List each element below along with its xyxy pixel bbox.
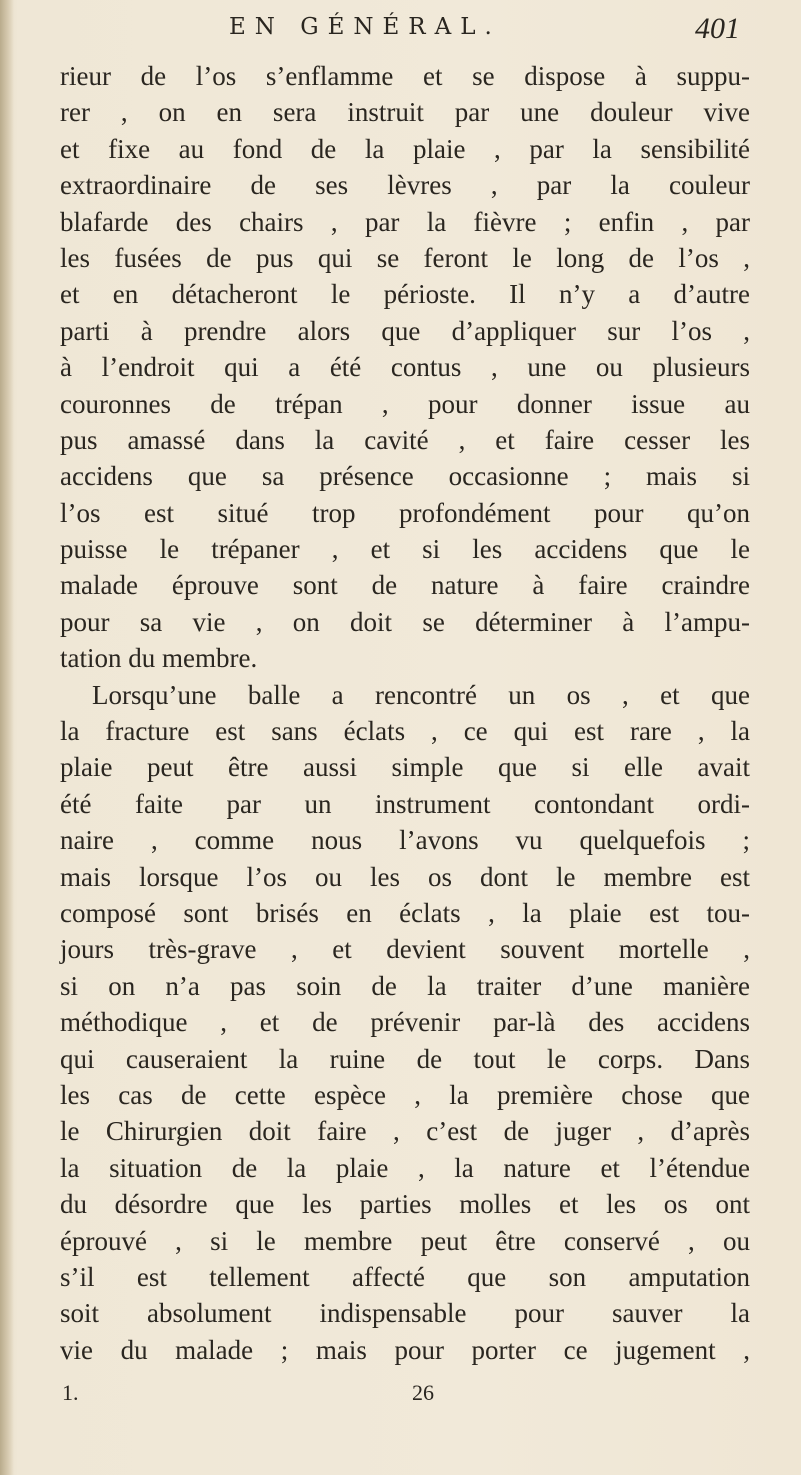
text-line: du désordre que les parties molles et les os ont xyxy=(60,1189,750,1220)
text-line: l’os est situé trop profondément pour qu’on xyxy=(60,497,750,528)
text-line: été faite par un instrument contondant ordi- xyxy=(60,788,750,819)
text-line: couronnes de trépan , pour donner issue au xyxy=(60,388,750,419)
text-line: plaie peut être aussi simple que si elle avait xyxy=(60,752,750,783)
running-head xyxy=(0,6,801,46)
text-line: blafarde des chairs , par la fièvre ; enfin , par xyxy=(60,206,750,237)
text-line: la fracture est sans éclats , ce qui est rare , la xyxy=(60,716,750,747)
text-line: jours très-grave , et devient souvent mortelle , xyxy=(60,934,750,965)
text-line: si on n’a pas soin de la traiter d’une manière xyxy=(60,970,750,1001)
text-line: et en détacheront le périoste. Il n’y a d’autre xyxy=(60,279,750,310)
text-line: extraordinaire de ses lèvres , par la couleur xyxy=(60,170,750,201)
text-line: puisse le trépaner , et si les accidens que le xyxy=(60,534,750,565)
text-line: tation du membre. xyxy=(60,643,258,674)
text-line: naire , comme nous l’avons vu quelquefois ; xyxy=(60,825,750,856)
text-line: et fixe au fond de la plaie , par la sensibilité xyxy=(60,133,750,164)
running-title: EN GÉNÉRAL. xyxy=(229,14,501,40)
text-line: qui causeraient la ruine de tout le corps. Dans xyxy=(60,1043,750,1074)
text-line: rer , on en sera instruit par une douleur vive xyxy=(60,97,750,128)
text-line: s’il est tellement affecté que son amputation xyxy=(60,1261,750,1292)
text-line: mais lorsque l’os ou les os dont le membre est xyxy=(60,861,750,892)
text-line: soit absolument indispensable pour sauver la xyxy=(60,1298,750,1329)
text-line: rieur de l’os s’enflamme et se dispose à suppu- xyxy=(60,61,750,91)
text-line: vie du malade ; mais pour porter ce jugement , xyxy=(60,1334,750,1365)
text-line: éprouvé , si le membre peut être conservé , ou xyxy=(60,1225,750,1256)
text-line: les cas de cette espèce , la première chose que xyxy=(60,1079,750,1110)
text-line: le Chirurgien doit faire , c’est de juger , d’après xyxy=(60,1116,750,1147)
text-line: les fusées de pus qui se feront le long de l’os , xyxy=(60,242,750,273)
volume-signature: 1. xyxy=(62,1380,79,1405)
gutter-shadow xyxy=(0,0,14,1475)
text-line: malade éprouve sont de nature à faire craindre xyxy=(60,570,750,601)
text-line: accidens que sa présence occasionne ; mais si xyxy=(60,461,750,492)
signature-mark: 26 xyxy=(412,1380,434,1405)
text-line: parti à prendre alors que d’appliquer sur l’os , xyxy=(60,315,750,346)
text-line: composé sont brisés en éclats , la plaie est tou- xyxy=(60,897,750,928)
page-number: 401 xyxy=(695,12,740,45)
paragraph-start-line: Lorsqu’une balle a rencontré un os , et que xyxy=(92,679,750,710)
text-line: pus amassé dans la cavité , et faire cesser les xyxy=(60,424,750,455)
body-text xyxy=(60,58,750,1368)
text-line: la situation de la plaie , la nature et l’étendue xyxy=(60,1152,750,1183)
text-line: pour sa vie , on doit se déterminer à l’ampu- xyxy=(60,606,750,637)
printer-signature-line xyxy=(60,1380,750,1410)
text-line: méthodique , et de prévenir par-là des accidens xyxy=(60,1007,750,1038)
text-line: à l’endroit qui a été contus , une ou plusieurs xyxy=(60,352,750,383)
